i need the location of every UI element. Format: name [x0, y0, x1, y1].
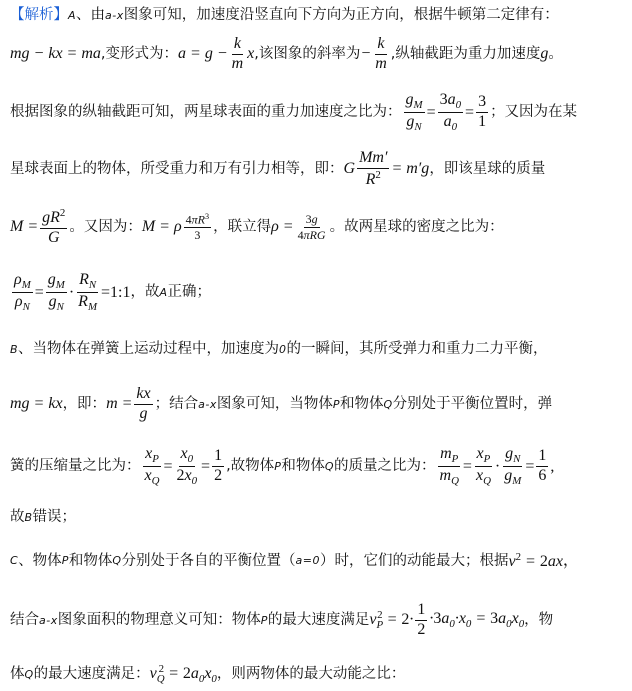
option-label: B [10, 342, 19, 356]
fraction-density: $\frac{3g}{\text{4πRG}}$ [297, 212, 326, 242]
text: ,该图象的斜率为 [254, 46, 361, 63]
fraction-slope: $\frac{k}{m}$ [375, 35, 387, 72]
text: ，联立得 [213, 219, 272, 236]
line-8: mg = kx ，即： m = $\frac{kx}{g}$ ；结合 a-x 图象可知，当物体 P 和物体 Q 分别处于平衡位置时，弹 [10, 385, 553, 422]
line-12: 结合 a-x 图象面积的物理意义可知：物体 P 的最大速度满足 $v_P^2 = 2\cdot$ $\frac{1}{2}$ $\cdot 3a_0\cdot x_0 = 3a_0x_0$ ，物 [10, 601, 554, 638]
line-10: 故 B 错误； [10, 509, 77, 525]
line-4: 星球表面上的物体，所受重力和万有引力相等，即： G $\frac{Mm'}{R^2}$ = m′g ，即该星球的质量 [10, 149, 546, 188]
option-label: C [10, 554, 19, 568]
equation-balance: mg = kx [10, 395, 63, 413]
text: 星球表面上的物体，所受重力和万有引力相等，即： [10, 161, 344, 178]
fraction-gravity-ratio: $\frac{g_M}{g_N}$ [405, 91, 423, 133]
fraction-gravitation: $\frac{Mm'}{R^2}$ [359, 149, 388, 188]
text: ，即该星球的质量 [429, 161, 546, 178]
fraction-density-ratio: $\frac{\rho_M}{\rho_N}$ [14, 271, 31, 313]
text: ；又因为在某 [490, 104, 578, 121]
text: 簧的压缩量之比为： [10, 458, 141, 475]
text: 、由 [76, 7, 106, 23]
graph-ref: a-x [105, 8, 124, 22]
equation-newton: mg − kx = ma [10, 45, 101, 63]
text: ,变形式为： [100, 46, 179, 63]
line-1 [10, 8, 626, 23]
fraction-mass: $\frac{gR^2}{G}$ [42, 207, 66, 246]
text: ,纵轴截距为重力加速度 [390, 46, 541, 63]
text: ，故 [130, 284, 160, 301]
line-9: 簧的压缩量之比为： $\frac{x_P}{x_Q}$ = $\frac{x_0}{2x_0}$ = $\frac{1}{2}$ ,故物体 P 和物体 Q 的质量之比为： $\frac{m_P}{m_Q}$ = $\frac{x_P}{x_Q}$ · $\frac{g_N}{g_M}$ = $\frac{1}{6}$ , [10, 445, 555, 487]
fraction-volume: $\frac{4\pi R^3}{3}$ [185, 211, 210, 243]
equation-transformed: a = g − [178, 45, 228, 63]
line-3: 根据图象的纵轴截距可知，两星球表面的重力加速度之比为： $\frac{g_M}{g_N}$ = $\frac{3a_0}{a_0}$ = $\frac{3}{1}$ ；又因为在某 [10, 91, 578, 133]
line-7: B 、当物体在弹簧上运动过程中，加速度为 0 的一瞬间，其所受弹力和重力二力平衡， [10, 341, 548, 357]
fraction: $\frac{k}{m}$ [231, 35, 244, 72]
text: 。故两星球的密度之比为： [329, 219, 504, 236]
option-label: A [68, 8, 77, 22]
text: 根据图象的纵轴截距可知，两星球表面的重力加速度之比为： [10, 104, 402, 121]
text: 、当物体在弹簧上运动过程中，加速度为 [18, 341, 280, 357]
line-11: C 、物体 P 和物体 Q 分别处于各自的平衡位置（ a=0 ）时，它们的动能最大；根据 $v^2 = 2ax$ ， [10, 551, 579, 570]
text: ，即： [62, 396, 107, 413]
text: 。又因为： [69, 219, 142, 236]
analysis-tag: 【解析】 [10, 7, 68, 23]
line-5: M = $\frac{gR^2}{G}$ 。又因为： M = ρ $\frac{4\pi R^3}{3}$ ，联立得 ρ = $\frac{3g}{\text{4πRG}}$ 。故两星球的密度之比为： [10, 207, 504, 246]
line-2: mg − kx = ma ,变形式为： a = g − $\frac{k}{m}$ x ,该图象的斜率为 − $\frac{k}{m}$ ,纵轴截距为重力加速度 g 。 [10, 35, 563, 72]
line-6: $\frac{\rho_M}{\rho_N}$ = $\frac{g_M}{g_N}$ · $\frac{R_N}{R_M}$ =1:1 ，故 A 正确； [14, 271, 212, 313]
line-13: 体 Q 的最大速度满足： $v_Q^2 = 2a_0x_0$ ，则两物体的最大动能之比： [10, 663, 406, 685]
text: 图象可知，加速度沿竖直向下方向为正方向，根据牛顿第二定律有： [123, 7, 559, 23]
